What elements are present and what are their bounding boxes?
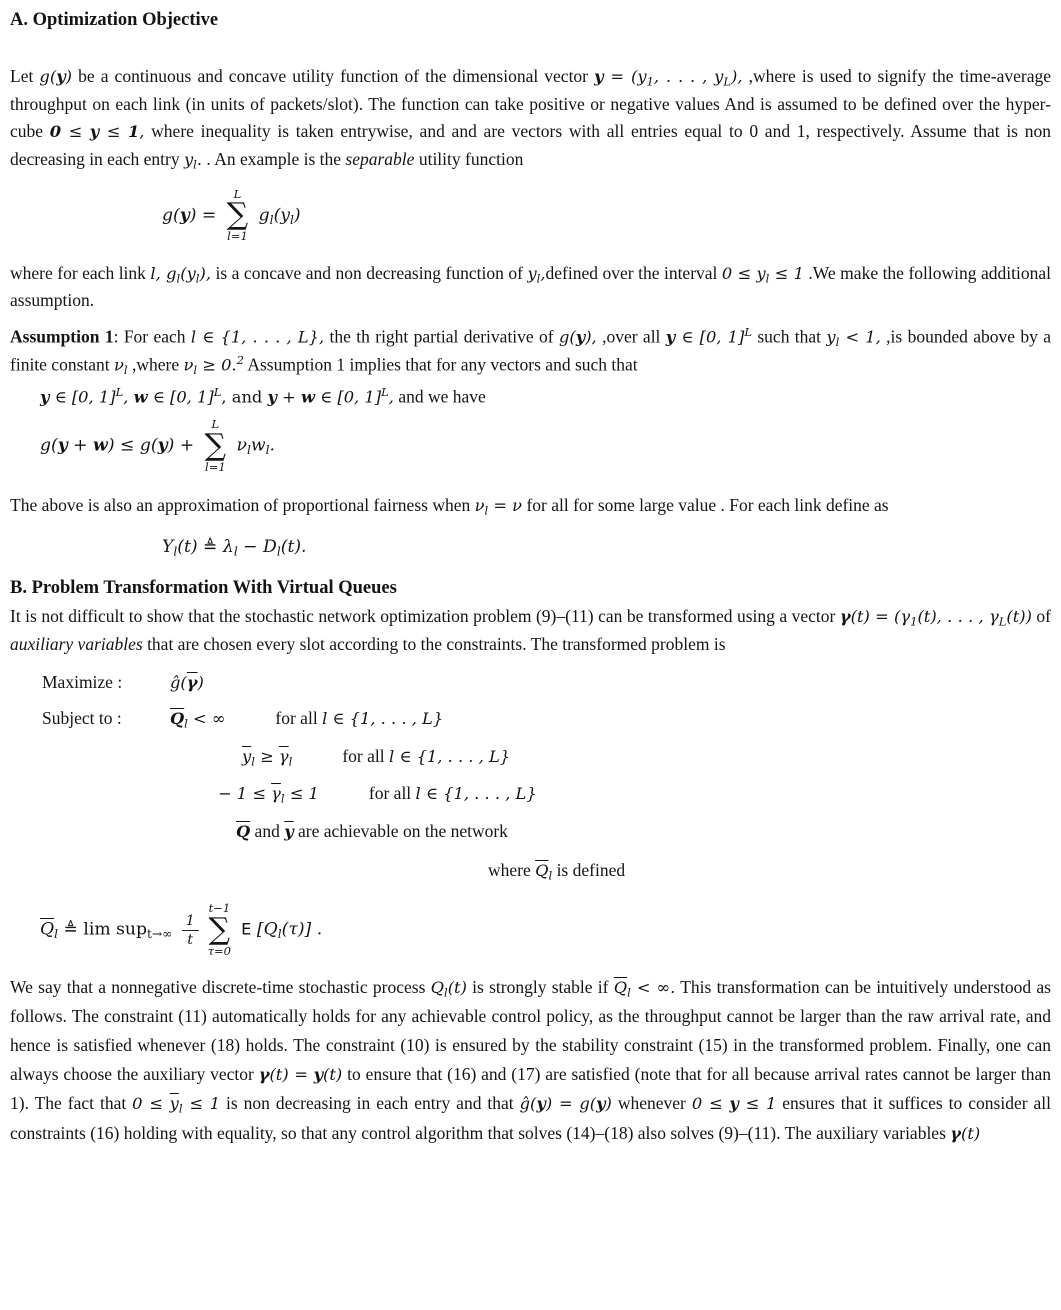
formula-concavity-bound: g(y + w) ≤ g(y) + L ∑ l=1 $\nu_lw_l$. xyxy=(40,417,275,474)
summation-operator: L ∑ l=1 xyxy=(226,186,249,243)
constraint-row xyxy=(42,746,1051,768)
constraint-qualifier: for all l ∈ {1, . . . , L} xyxy=(342,745,511,766)
where-qbar-defined-line: where $\overline{Q}_l$ is defined xyxy=(488,859,626,883)
paragraph-intro: Let g(y) be a continuous and concave utility function of the dimensional vector $y = (y_1$, . . . , $y_L$), ,where is used to signify the time-average throughput on each link (in units of packets/slot). The function can take positive or negative values And is assumed to be defined over the hyper-cube 0 ≤ y ≤ 1, where inequality is taken entrywise, and and are vectors with all entries equal to 0 and 1, respectively. Assume that is non decreasing in each entry $y_l$. . An example is the separable utility function xyxy=(10,66,1051,172)
paragraph-per-link-function: where for each link l, $g_l(y_l)$, is a concave and non decreasing function of $y_l,defined$ over the interval $0 \le y_l \le 1$ .We make the following additional assumption. xyxy=(10,262,1051,311)
constraint-row xyxy=(42,708,1051,730)
formula-virtual-queue-input: $Y_l(t)$ ≜ $\lambda_l - D_l(t)$. xyxy=(162,537,307,559)
constraint-expression: $\overline{y}_l \ge \overline{\gamma}_l$ xyxy=(242,746,293,769)
formula-separable-utility: g(y) = L ∑ l=1 $g_l(y_l)$ xyxy=(162,186,301,243)
paragraph-transformation: It is not difficult to show that the stochastic network optimization problem (9)–(11) can be transformed using a vector $\gamma(t) = (\gamma_1(t)$, . . . , $\gamma_L(t)$) of auxiliary variables that are chosen every slot according to the constraints. The transformed problem is xyxy=(10,606,1052,654)
paragraph-strong-stability: We say that a nonnegative discrete-time stochastic process $Q_l(t)$ is strongly stable if $\overline{Q}_l$ < ∞. This transformation can be intuitively understood as follows. The constraint (11) automatically holds for any achievable control policy, as the throughput cannot be larger than the raw arrival rate, and hence is satisfied whenever (18) holds. The constraint (10) is ensured by the stability constraint (15) in the transformed problem. Finally, one can always choose the auxiliary vector γ(t) = y(t) to ensure that (16) and (17) are satisfied (note that for all because arrival rates cannot be larger than 1). The fact that $0 \le \overline{y}_l \le 1$ is non decreasing in each entry and that ĝ(y) = g(y) whenever 0 ≤ y ≤ 1 ensures that it suffices to consider all constraints (16) holding with equality, so that any control algorithm that solves (14)–(18) also solves (9)–(11). The auxiliary variables γ(t) xyxy=(10,976,1051,1143)
paragraph-assumption-1: Assumption 1: For each l ∈ {1, . . . , L}, the th right partial derivative of g(y), ,over all y ∈ [0, 1]$^L$ such that $y_l < 1$, ,is bounded above by a finite constant $\nu_l$ ,where $\nu_l \ge 0.^2$ Assumption 1 implies that for any vectors and such that xyxy=(10,325,1051,377)
line-vector-domains: y ∈ [0, 1]$^L$, w ∈ [0, 1]$^L$, and y + w ∈ [0, 1]$^L$, and we have xyxy=(40,385,486,407)
constraint-rows xyxy=(42,708,1051,841)
formula-time-average-queue: $\overline{Q}_l$ ≜ lim sup$_{t\to\infty}$ $\frac{1}{t}$ t−1 ∑ τ=0 E $[Q_l(\tau)]$ . xyxy=(40,901,323,958)
constraint-row xyxy=(42,783,1051,805)
maximize-expression: $ĝ(\overline{\gamma})$ xyxy=(170,673,204,693)
constraint-qualifier: for all l ∈ {1, . . . , L} xyxy=(368,783,537,804)
fraction: $\frac{1}{t}$ xyxy=(182,913,199,947)
constraint-qualifier: for all l ∈ {1, . . . , L} xyxy=(275,708,444,729)
paragraph-proportional-fairness: The above is also an approximation of proportional fairness when $\nu_l = \nu$ for all for some large value . For each link define as xyxy=(10,495,889,518)
constraint-expression: $\overline{Q}_l$ < ∞ xyxy=(170,709,226,731)
maximize-row xyxy=(42,672,1051,693)
section-a-heading: A. Optimization Objective xyxy=(10,10,219,30)
constraint-row xyxy=(42,821,1051,842)
constraint-label: Subject to : xyxy=(42,708,122,729)
constraint-expression: − $1 \le \overline{\gamma}_l \le 1$ xyxy=(218,784,319,806)
summation-operator: L ∑ l=1 xyxy=(204,417,227,474)
maximize-label: Maximize : xyxy=(42,672,123,693)
section-b-heading: B. Problem Transformation With Virtual Queues xyxy=(10,578,397,599)
constraint-expression: $\overline{Q}$ and $\overline{y}$ are achievable on the network xyxy=(236,820,508,841)
summation-operator: t−1 ∑ τ=0 xyxy=(207,901,232,958)
optimization-problem-block xyxy=(42,672,1051,841)
